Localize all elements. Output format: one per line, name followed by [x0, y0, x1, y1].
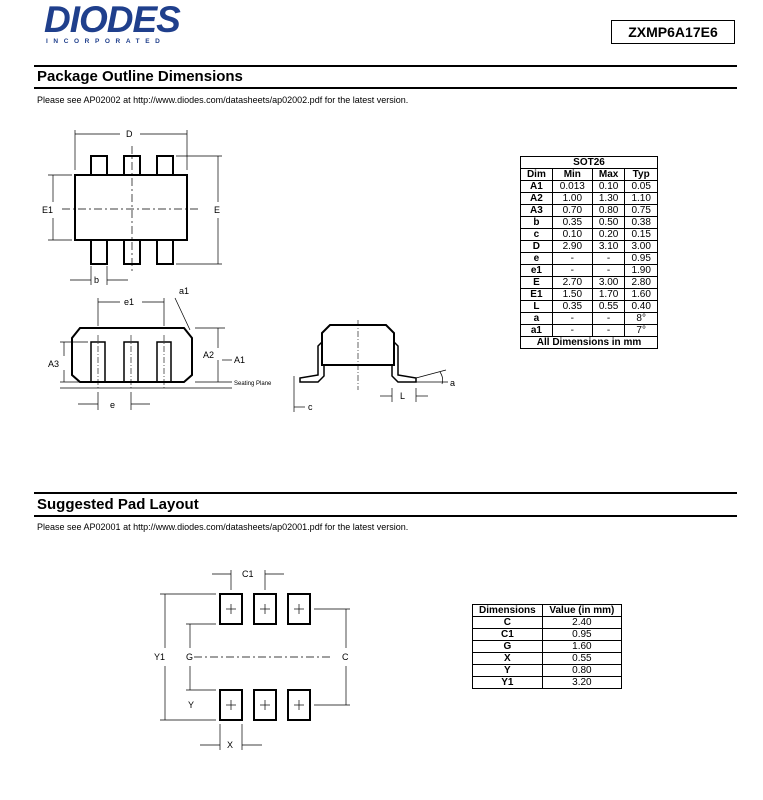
- dim-value-cell: 0.80: [592, 205, 625, 217]
- section-note-pad-layout: Please see AP02001 at http://www.diodes.com/datasheets/ap02001.pdf for the latest version.: [37, 522, 409, 532]
- table-row: [521, 265, 658, 277]
- section-rule-top: [34, 65, 737, 67]
- dim-name-cell: a: [521, 313, 553, 325]
- sot26-dimension-table: [520, 156, 658, 349]
- dim-value-cell: 0.38: [625, 217, 658, 229]
- pad-header-value: Value (in mm): [542, 605, 621, 617]
- label-l: L: [400, 391, 406, 401]
- label-pad-y1: Y1: [154, 652, 166, 662]
- dim-value-cell: -: [592, 313, 625, 325]
- dim-name-cell: E1: [521, 289, 553, 301]
- pad-dim-name-cell: C1: [473, 629, 543, 641]
- table-row: [473, 665, 622, 677]
- dim-value-cell: 1.30: [592, 193, 625, 205]
- table-row: [473, 677, 622, 689]
- sot26-header-min: Min: [552, 169, 592, 181]
- dim-value-cell: -: [552, 313, 592, 325]
- dim-value-cell: 1.00: [552, 193, 592, 205]
- table-row: [521, 217, 658, 229]
- sot26-header-typ: Typ: [625, 169, 658, 181]
- dim-name-cell: a1: [521, 325, 553, 337]
- dim-value-cell: 0.10: [592, 181, 625, 193]
- label-d: D: [126, 129, 133, 139]
- table-row: [473, 629, 622, 641]
- table-row: [521, 181, 658, 193]
- dim-value-cell: -: [552, 325, 592, 337]
- label-seating-plane: Seating Plane: [234, 381, 272, 387]
- pad-value-cell: 0.95: [542, 629, 621, 641]
- dim-value-cell: 1.90: [625, 265, 658, 277]
- dim-name-cell: e: [521, 253, 553, 265]
- section2-rule-top: [34, 492, 737, 494]
- section-title-outline: Package Outline Dimensions: [37, 68, 243, 85]
- dim-value-cell: 0.013: [552, 181, 592, 193]
- dim-value-cell: 0.55: [592, 301, 625, 313]
- pad-header-dimensions: Dimensions: [473, 605, 543, 617]
- table-row: [473, 617, 622, 629]
- dim-value-cell: 0.40: [625, 301, 658, 313]
- dim-value-cell: 0.20: [592, 229, 625, 241]
- dim-value-cell: 1.50: [552, 289, 592, 301]
- dim-name-cell: A2: [521, 193, 553, 205]
- dim-value-cell: -: [552, 265, 592, 277]
- label-e: E: [214, 205, 221, 215]
- dim-value-cell: 3.00: [625, 241, 658, 253]
- dim-value-cell: 0.75: [625, 205, 658, 217]
- dim-name-cell: c: [521, 229, 553, 241]
- diodes-logo: DIODES: [44, 0, 180, 40]
- dim-name-cell: D: [521, 241, 553, 253]
- dim-value-cell: 3.10: [592, 241, 625, 253]
- dim-value-cell: 0.35: [552, 217, 592, 229]
- dim-value-cell: 0.35: [552, 301, 592, 313]
- label-b: b: [94, 275, 100, 285]
- dim-value-cell: 2.90: [552, 241, 592, 253]
- label-e-pitch: e: [110, 400, 116, 410]
- table-row: [521, 289, 658, 301]
- table-row: [473, 641, 622, 653]
- diodes-logo-subtext: INCORPORATED: [46, 38, 166, 45]
- sot26-header-max: Max: [592, 169, 625, 181]
- label-pad-y: Y: [188, 700, 195, 710]
- pad-dim-name-cell: C: [473, 617, 543, 629]
- table-row: [521, 205, 658, 217]
- table-row: [521, 253, 658, 265]
- section-title-pad-layout: Suggested Pad Layout: [37, 496, 199, 513]
- package-outline-drawing: [0, 120, 480, 420]
- pad-value-cell: 2.40: [542, 617, 621, 629]
- pad-dim-name-cell: X: [473, 653, 543, 665]
- dim-value-cell: 2.80: [625, 277, 658, 289]
- dim-name-cell: A3: [521, 205, 553, 217]
- label-pad-x: X: [227, 740, 234, 750]
- dim-value-cell: -: [592, 253, 625, 265]
- pad-dimension-table: [472, 604, 622, 689]
- dim-value-cell: 8°: [625, 313, 658, 325]
- table-row: [521, 193, 658, 205]
- label-e1: E1: [42, 205, 54, 215]
- section2-rule-bottom: [34, 515, 737, 517]
- pad-layout-drawing: [150, 560, 370, 760]
- dim-value-cell: -: [592, 265, 625, 277]
- dim-value-cell: 1.10: [625, 193, 658, 205]
- label-a1-angle: a1: [179, 286, 190, 296]
- section-rule-bottom: [34, 87, 737, 89]
- table-row: [521, 241, 658, 253]
- label-pad-c1: C1: [242, 569, 254, 579]
- dim-value-cell: 2.70: [552, 277, 592, 289]
- dim-value-cell: 0.95: [625, 253, 658, 265]
- label-a3: A3: [48, 359, 60, 369]
- dim-name-cell: E: [521, 277, 553, 289]
- dim-value-cell: -: [592, 325, 625, 337]
- part-number-box: ZXMP6A17E6: [611, 20, 735, 44]
- label-a1: A1: [234, 355, 246, 365]
- table-row: [521, 313, 658, 325]
- pad-dim-name-cell: Y1: [473, 677, 543, 689]
- table-row: [473, 653, 622, 665]
- label-pad-c: C: [342, 652, 349, 662]
- dim-name-cell: b: [521, 217, 553, 229]
- dim-name-cell: A1: [521, 181, 553, 193]
- pad-value-cell: 3.20: [542, 677, 621, 689]
- dim-value-cell: -: [552, 253, 592, 265]
- label-pad-g: G: [186, 652, 194, 662]
- table-row: [521, 229, 658, 241]
- dim-value-cell: 1.60: [625, 289, 658, 301]
- sot26-header-dim: Dim: [521, 169, 553, 181]
- dim-value-cell: 0.15: [625, 229, 658, 241]
- table-row: [521, 277, 658, 289]
- dim-value-cell: 3.00: [592, 277, 625, 289]
- pad-value-cell: 0.55: [542, 653, 621, 665]
- label-a2: A2: [203, 350, 215, 360]
- sot26-table-footer: All Dimensions in mm: [521, 337, 658, 349]
- pad-dim-name-cell: G: [473, 641, 543, 653]
- label-e1-pitch: e1: [124, 297, 135, 307]
- section-note-outline: Please see AP02002 at http://www.diodes.com/datasheets/ap02002.pdf for the latest version.: [37, 95, 409, 105]
- dim-value-cell: 0.05: [625, 181, 658, 193]
- dim-value-cell: 0.70: [552, 205, 592, 217]
- pad-value-cell: 0.80: [542, 665, 621, 677]
- label-a-angle: a: [450, 378, 456, 388]
- label-c: c: [308, 402, 313, 412]
- top-view-body: [75, 175, 187, 240]
- pad-dim-name-cell: Y: [473, 665, 543, 677]
- pad-value-cell: 1.60: [542, 641, 621, 653]
- dim-value-cell: 7°: [625, 325, 658, 337]
- dim-value-cell: 1.70: [592, 289, 625, 301]
- table-row: [521, 325, 658, 337]
- table-row: [521, 301, 658, 313]
- sot26-table-title: SOT26: [521, 157, 658, 169]
- dim-value-cell: 0.50: [592, 217, 625, 229]
- dim-value-cell: 0.10: [552, 229, 592, 241]
- dim-name-cell: e1: [521, 265, 553, 277]
- dim-name-cell: L: [521, 301, 553, 313]
